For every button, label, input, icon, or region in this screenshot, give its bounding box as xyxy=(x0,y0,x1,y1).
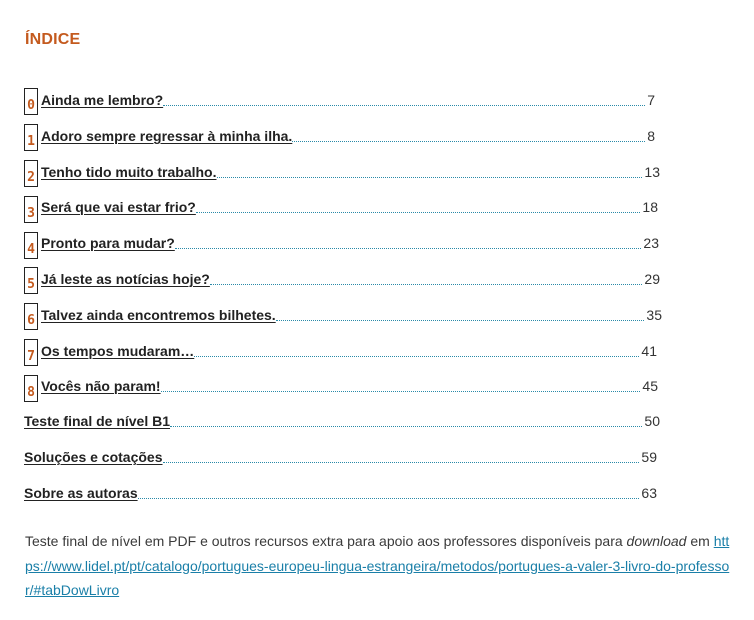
toc-row-unit-5[interactable] xyxy=(24,261,664,297)
toc-page-number: 29 xyxy=(644,270,660,287)
toc-entry-label: Pronto para mudar? xyxy=(41,235,175,252)
toc-row-solutions[interactable] xyxy=(24,440,664,476)
download-link[interactable]: https://www.lidel.pt/pt/catalogo/portugues-europeu-lingua-estrangeira/metodos/portugues-a-valer-3-livro-do-professor/#tabDowLivro xyxy=(25,533,730,598)
toc-link-unit-6[interactable] xyxy=(41,303,662,323)
index-title: ÍNDICE xyxy=(25,31,81,48)
dot-leader xyxy=(217,160,643,178)
toc-row-final-test[interactable] xyxy=(24,404,664,440)
note-text: Teste final de nível em PDF e outros recursos extra para apoio aos professores disponíveis para xyxy=(25,533,627,549)
toc-row-unit-8[interactable] xyxy=(24,368,664,404)
unit-number-badge: 0 xyxy=(24,88,38,115)
toc-page-number: 13 xyxy=(644,163,660,180)
toc-link-unit-1[interactable] xyxy=(41,124,655,144)
toc-row-unit-3[interactable] xyxy=(24,189,664,225)
toc-link-unit-4[interactable] xyxy=(41,231,659,251)
toc-row-unit-6[interactable] xyxy=(24,297,664,333)
unit-number-badge: 4 xyxy=(24,232,38,259)
resources-note xyxy=(25,529,735,603)
toc-row-unit-4[interactable] xyxy=(24,225,664,261)
unit-number-badge: 7 xyxy=(24,339,38,366)
unit-number-badge: 8 xyxy=(24,375,38,402)
toc-entry-label: Teste final de nível B1 xyxy=(24,413,171,430)
dot-leader xyxy=(163,88,645,106)
toc-page-number: 23 xyxy=(643,235,659,252)
dot-leader xyxy=(161,374,641,392)
dot-leader xyxy=(210,267,643,285)
table-of-contents xyxy=(24,82,664,512)
unit-number-badge: 6 xyxy=(24,303,38,330)
toc-entry-label: Ainda me lembro? xyxy=(41,92,164,108)
toc-page-number: 45 xyxy=(642,378,658,395)
toc-link-authors[interactable] xyxy=(24,481,657,501)
toc-row-unit-0[interactable] xyxy=(24,82,664,118)
toc-link-unit-7[interactable] xyxy=(41,339,657,359)
toc-link-unit-0[interactable] xyxy=(41,88,655,108)
toc-link-unit-5[interactable] xyxy=(41,267,660,287)
unit-number-badge: 5 xyxy=(24,267,38,294)
toc-link-solutions[interactable] xyxy=(24,445,657,465)
toc-page-number: 18 xyxy=(642,199,658,216)
toc-link-final-test[interactable] xyxy=(24,409,660,429)
toc-row-unit-2[interactable] xyxy=(24,154,664,190)
dot-leader xyxy=(170,409,642,427)
toc-entry-label: Os tempos mudaram… xyxy=(41,342,195,359)
toc-entry-label: Vocês não param! xyxy=(41,378,161,395)
toc-entry-label: Adoro sempre regressar à minha ilha. xyxy=(41,127,293,144)
dot-leader xyxy=(175,231,642,249)
toc-page-number: 41 xyxy=(641,342,657,359)
toc-entry-label: Sobre as autoras xyxy=(24,484,138,501)
toc-entry-label: Soluções e cotações xyxy=(24,448,163,465)
toc-row-unit-7[interactable] xyxy=(24,333,664,369)
toc-entry-label: Já leste as notícias hoje? xyxy=(41,270,210,287)
dot-leader xyxy=(163,445,640,463)
dot-leader xyxy=(276,303,645,321)
toc-link-unit-2[interactable] xyxy=(41,160,660,180)
toc-entry-label: Talvez ainda encontremos bilhetes. xyxy=(41,306,276,323)
toc-page-number: 50 xyxy=(644,413,660,430)
toc-row-authors[interactable] xyxy=(24,476,664,512)
toc-page-number: 35 xyxy=(646,306,662,323)
toc-row-unit-1[interactable] xyxy=(24,118,664,154)
unit-number-badge: 2 xyxy=(24,160,38,187)
unit-number-badge: 3 xyxy=(24,196,38,223)
toc-link-unit-8[interactable] xyxy=(41,374,658,394)
dot-leader xyxy=(196,195,641,213)
note-text-mid: em xyxy=(686,533,714,549)
dot-leader xyxy=(194,339,639,357)
toc-page-number: 63 xyxy=(641,484,657,501)
toc-page-number: 7 xyxy=(647,92,655,108)
unit-number-badge: 1 xyxy=(24,124,38,151)
toc-page-number: 8 xyxy=(647,127,655,144)
toc-link-unit-3[interactable] xyxy=(41,195,658,215)
dot-leader xyxy=(292,124,645,142)
note-emphasis: download xyxy=(626,533,687,549)
toc-entry-label: Será que vai estar frio? xyxy=(41,199,196,216)
toc-page-number: 59 xyxy=(641,448,657,465)
dot-leader xyxy=(138,481,640,499)
toc-entry-label: Tenho tido muito trabalho. xyxy=(41,163,217,180)
